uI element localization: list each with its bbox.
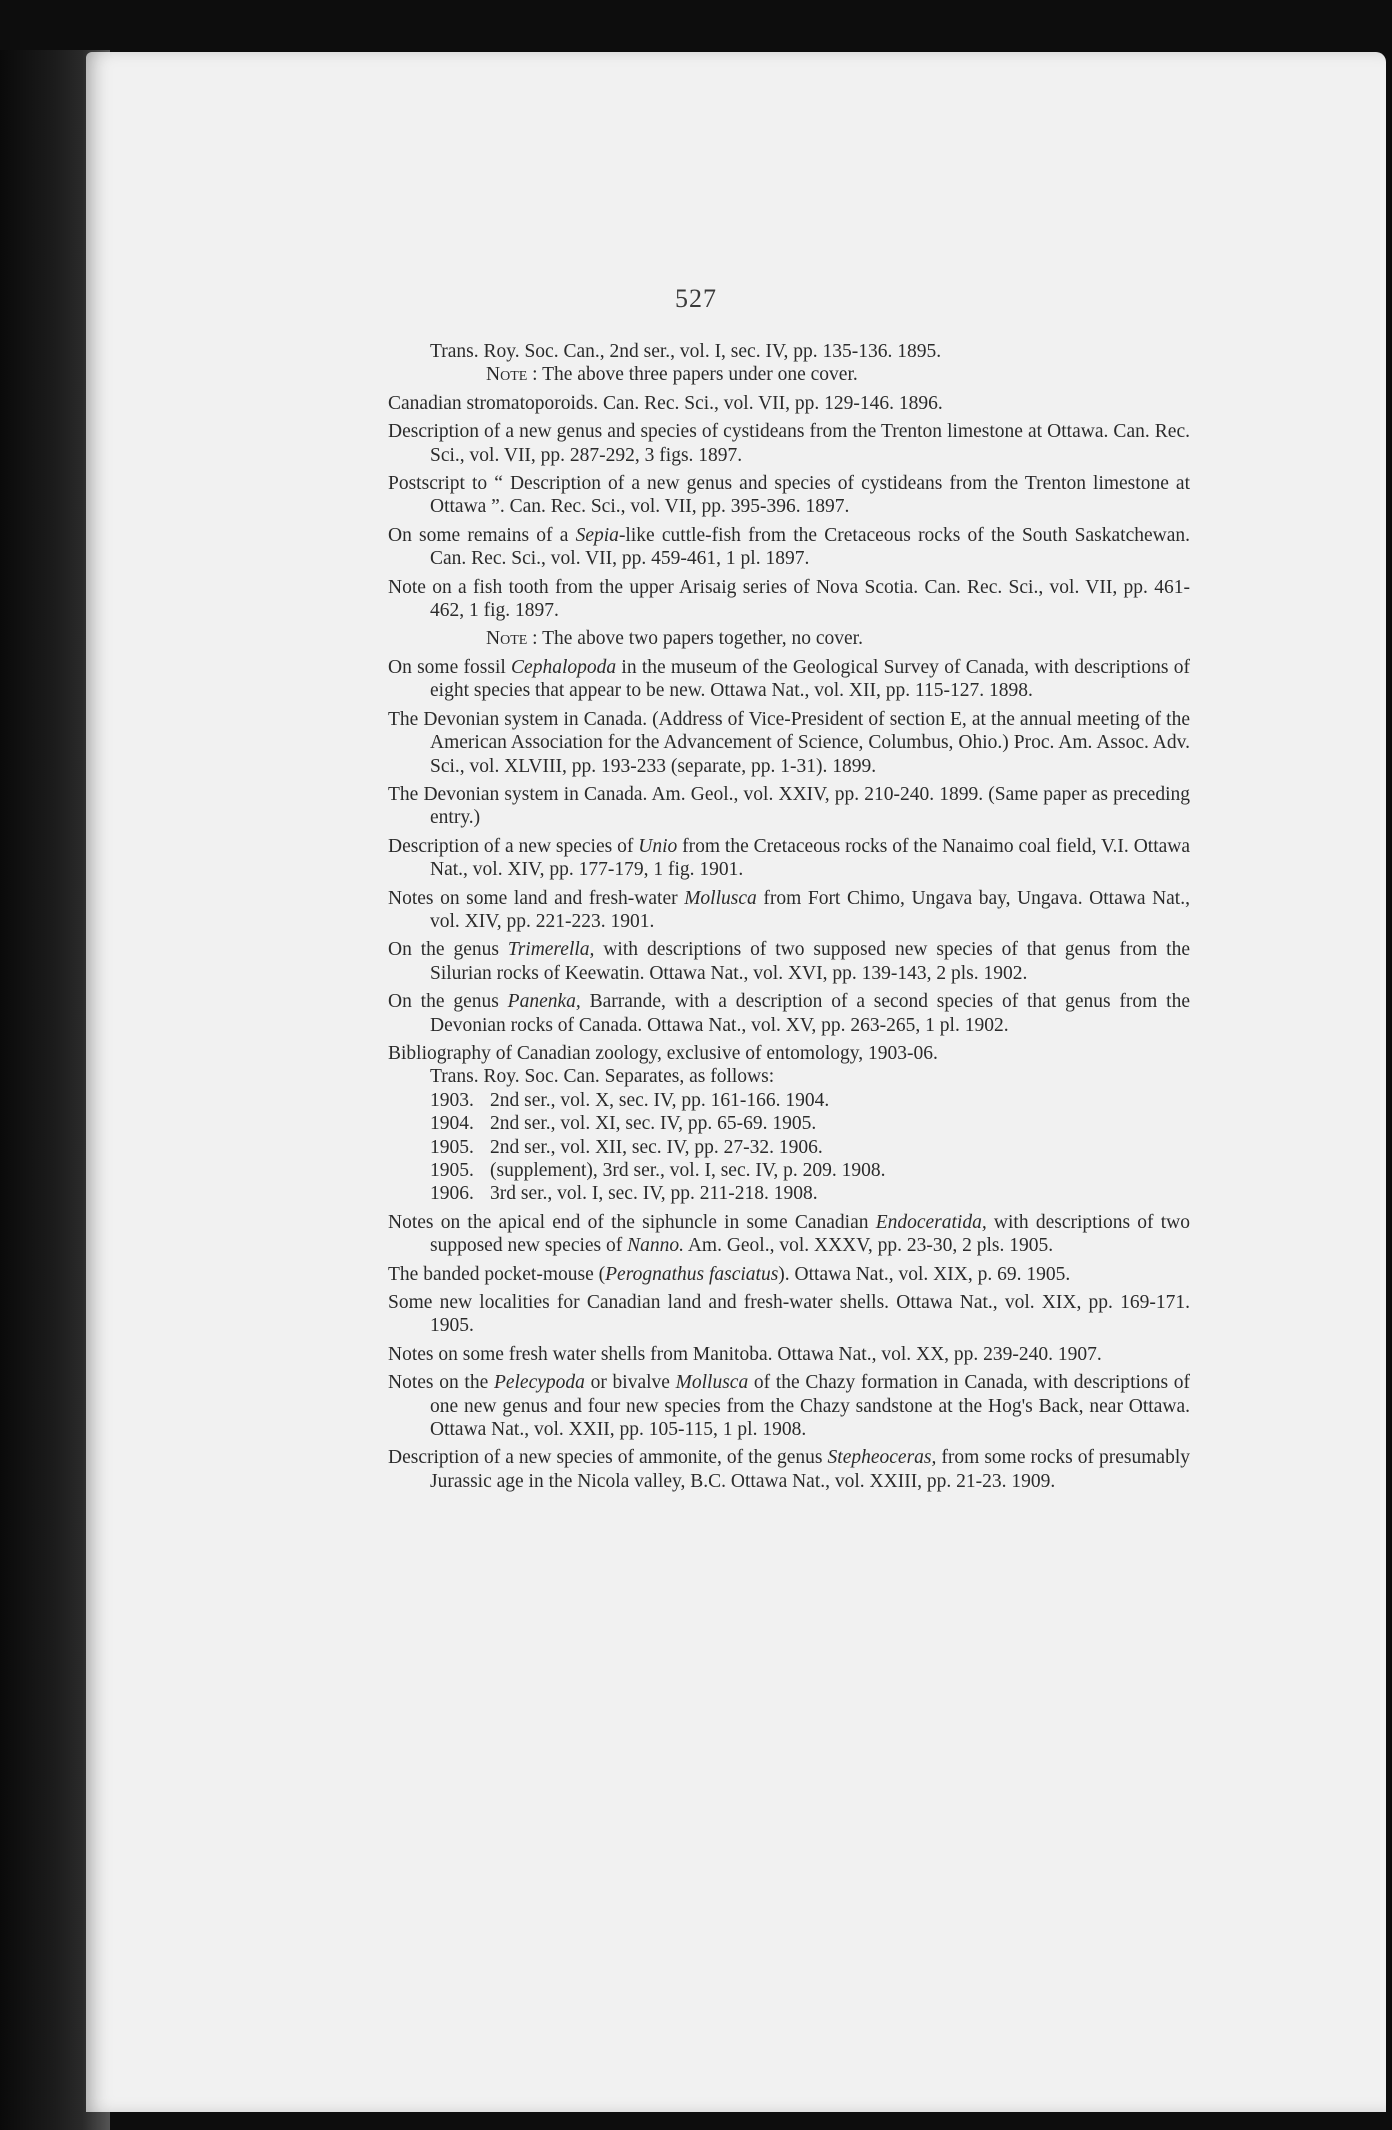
- bib-sub-year: 1903.: [430, 1089, 474, 1111]
- bib-sub-row: [430, 1112, 1190, 1135]
- bib-entry: On the genus Panenka, Barrande, with a description of a second species of that genus from the Devonian rocks of Canada. Ottawa Nat., vol. XV, pp. 263-265, 1 pl. 1902.: [388, 991, 1190, 1036]
- bib-sub-text: 2nd ser., vol. XII, sec. IV, pp. 27-32. 1906.: [490, 1136, 823, 1158]
- bib-sub-year: 1906.: [430, 1183, 474, 1205]
- bib-sub-heading: Trans. Roy. Soc. Can. Separates, as follows:: [430, 1066, 775, 1088]
- bib-entry: The banded pocket-mouse (Perognathus fasciatus). Ottawa Nat., vol. XIX, p. 69. 1905.: [388, 1263, 1071, 1285]
- bibliography-text: [388, 340, 1190, 1498]
- bib-entry: Notes on some fresh water shells from Manitoba. Ottawa Nat., vol. XX, pp. 239-240. 1907.: [388, 1343, 1102, 1365]
- note: Note : The above two papers together, no cover.: [486, 628, 863, 650]
- bib-entry: Description of a new species of ammonite, of the genus Stephеoceras, from some rocks of presumably Jurassic age in the Nicola valley, B.C. Ottawa Nat., vol. XXIII, pp. 21-23. 1909.: [388, 1447, 1190, 1492]
- bib-sub-list: [388, 1089, 1190, 1206]
- bib-sub-row: [430, 1136, 1190, 1159]
- page-number: 527: [675, 284, 717, 313]
- bib-entry: On some fossil Cephalopoda in the museum of the Geological Survey of Canada, with descriptions of eight species that appear to be new. Ottawa Nat., vol. XII, pp. 115-127. 1898.: [388, 656, 1190, 702]
- bib-sub-year: 1905.: [430, 1160, 474, 1181]
- bib-sub-text: 2nd ser., vol. XI, sec. IV, pp. 65-69. 1905.: [490, 1113, 817, 1135]
- bib-entry: The Devonian system in Canada. (Address of Vice-President of section E, at the annual meeting of the American Association for the Advancement of Science, Columbus, Ohio.) Proc. Am. Assoc. Adv. Sci., vol. XLVIII, pp. 193-233 (separate, pp. 1-31). 1899.: [388, 708, 1190, 777]
- bib-entry: Postscript to “ Description of a new genus and species of cystideans from the Trenton limestone at Ottawa ”. Can. Rec. Sci., vol. VII, pp. 395-396. 1897.: [388, 473, 1190, 518]
- bib-entry: On the genus Trimerella, with descriptions of two supposed new species of that genus from the Silurian rocks of Keewatin. Ottawa Nat., vol. XVI, pp. 139-143, 2 pls. 1902.: [388, 939, 1190, 984]
- bib-entry: Notes on some land and fresh-water Mollusca from Fort Chimo, Ungava bay, Ungava. Ottawa Nat., vol. XIV, pp. 221-223. 1901.: [388, 887, 1190, 932]
- entry-continuation: Trans. Roy. Soc. Can., 2nd ser., vol. I, sec. IV, pp. 135-136. 1895.: [430, 341, 942, 362]
- note: Note : The above three papers under one cover.: [486, 364, 858, 386]
- bib-sub-row: [430, 1089, 1190, 1112]
- bib-entry: Some new localities for Canadian land and fresh-water shells. Ottawa Nat., vol. XIX, pp. 169-171. 1905.: [388, 1292, 1190, 1337]
- bib-sub-text: 2nd ser., vol. X, sec. IV, pp. 161-166. 1904.: [490, 1089, 830, 1111]
- bib-entry: Notes on the Pelecypoda or bivalve Mollusca of the Chazy formation in Canada, with descriptions of one new genus and four new species from the Chazy sandstone at the Hog's Back, near Ottawa. Ottawa Nat., vol. XXII, pp. 105-115, 1 pl. 1908.: [388, 1372, 1190, 1441]
- bib-entry: Canadian stromatoporoids. Can. Rec. Sci., vol. VII, pp. 129-146. 1896.: [388, 392, 943, 414]
- bib-entry: Notes on the apical end of the siphuncle in some Canadian Endoceratida, with descriptions of two supposed new species of Nanno. Am. Geol., vol. XXXV, pp. 23-30, 2 pls. 1905.: [388, 1211, 1190, 1257]
- bib-entry: On some remains of a Sepia-like cuttle-fish from the Cretaceous rocks of the South Saskatchewan. Can. Rec. Sci., vol. VII, pp. 459-461, 1 pl. 1897.: [388, 524, 1191, 570]
- bib-sub-text: 3rd ser., vol. I, sec. IV, pp. 211-218. 1908.: [490, 1183, 818, 1205]
- bib-entry: Bibliography of Canadian zoology, exclusive of entomology, 1903-06.: [388, 1042, 938, 1064]
- bib-sub-text: (supplement), 3rd ser., vol. I, sec. IV, p. 209. 1908.: [490, 1160, 886, 1181]
- bib-sub-year: 1904.: [430, 1113, 474, 1135]
- bib-sub-row: [430, 1182, 1190, 1205]
- bib-entry: Note on a fish tooth from the upper Arisaig series of Nova Scotia. Can. Rec. Sci., vol. VII, pp. 461-462, 1 fig. 1897.: [388, 576, 1190, 622]
- bib-sub-year: 1905.: [430, 1136, 474, 1158]
- bib-entry: Description of a new species of Unio from the Cretaceous rocks of the Nanaimo coal field, V.I. Ottawa Nat., vol. XIV, pp. 177-179, 1 fig. 1901.: [388, 835, 1190, 881]
- bib-sub-row: [430, 1159, 1190, 1182]
- bib-entry: The Devonian system in Canada. Am. Geol., vol. XXIV, pp. 210-240. 1899. (Same paper as preceding entry.): [388, 783, 1190, 829]
- bib-entry: Description of a new genus and species of cystideans from the Trenton limestone at Ottawa. Can. Rec. Sci., vol. VII, pp. 287-292, 3 figs. 1897.: [388, 421, 1190, 466]
